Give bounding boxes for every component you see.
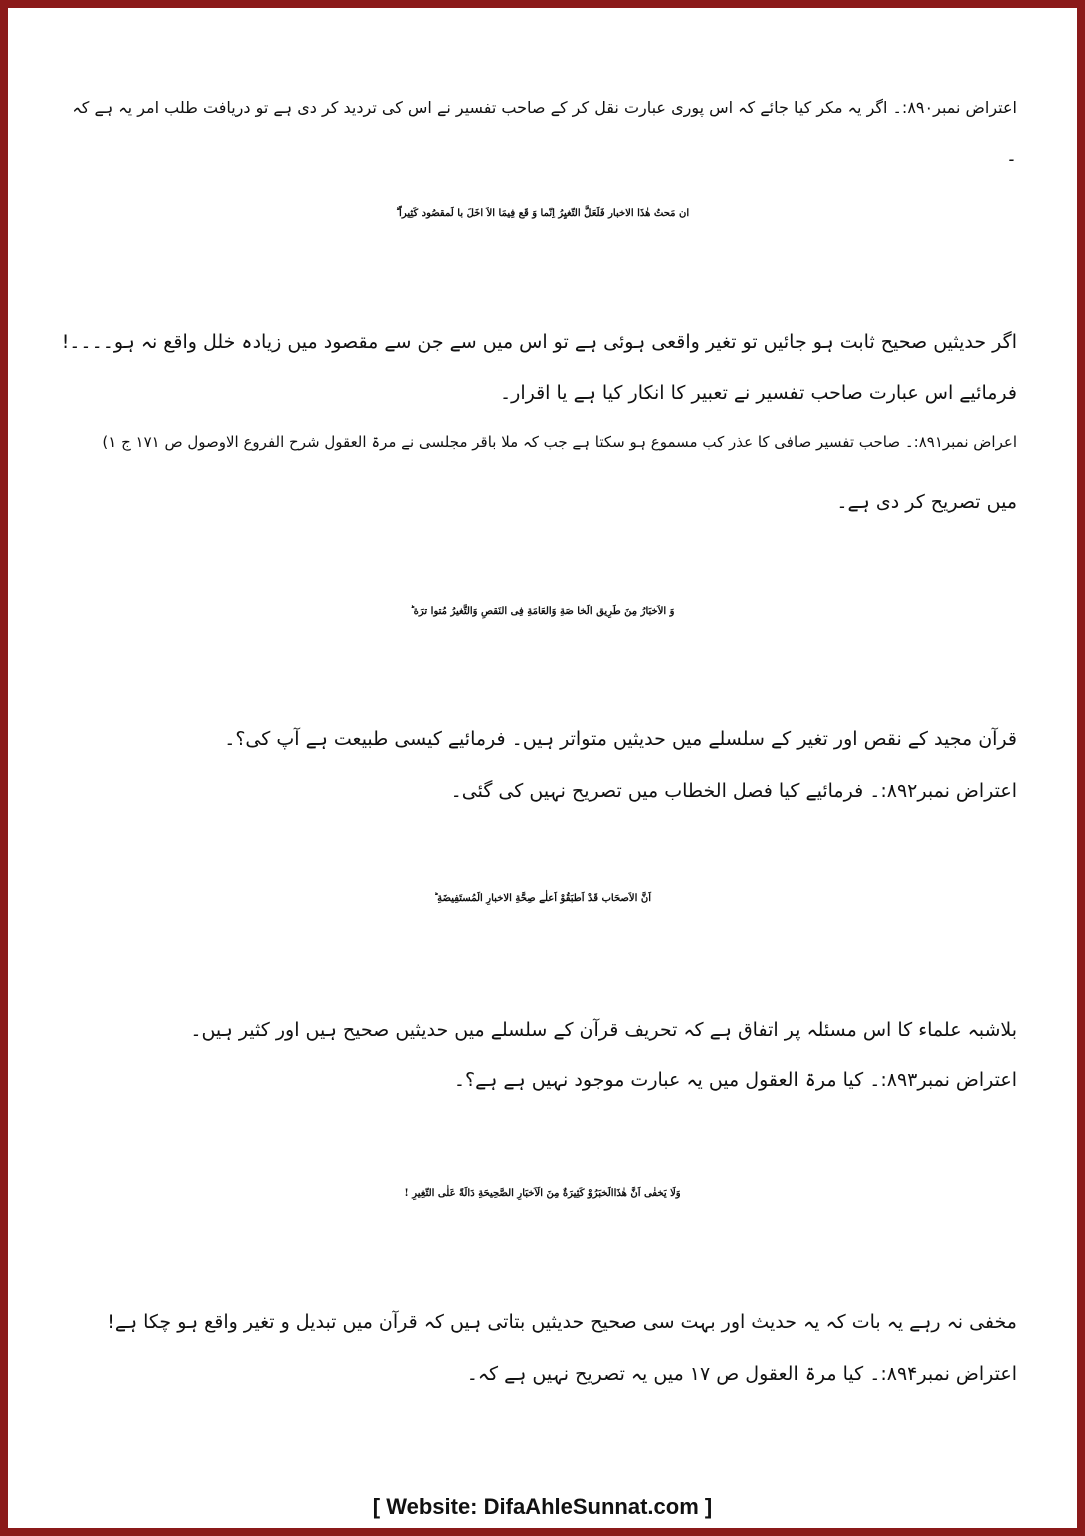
objection-891-continuation: میں تصریح کر دی ہے۔ <box>836 491 1017 513</box>
translation-1: اگر حدیثیں صحیح ثابت ہو جائیں تو تغیر واقعی ہوئی ہے تو اس میں سے جن سے مقصود میں زیادہ خلل واقع نہ ہو۔۔۔۔! <box>61 331 1017 353</box>
arabic-quote-1: ان مَحتُ هٰذَا الاخبار فَلَعَلَّ التّغیِرُ اِنّما وَ قَع فِیمَا الاَ اخَلَ با لَمقصُود کَثِیراً ؕ <box>395 208 690 219</box>
website-footer: [ Website: DifaAhleSunnat.com ] <box>372 1494 713 1519</box>
objection-894-text: اعتراض نمبر۸۹۴:۔ کیا مرۃ العقول ص ۱۷ میں یہ تصریح نہیں ہے کہ۔ <box>466 1363 1017 1385</box>
objection-891-text: اعراض نمبر۸۹۱:۔ صاحب تفسیر صافی کا عذر کب مسموع ہو سکتا ہے جب کہ ملا باقر مجلسی نے مرۃ العقول شرح الفروع الاوصول ص ۱۷۱ ج ۱) <box>102 433 1017 451</box>
objection-890-continuation: ۔ <box>1005 144 1017 166</box>
arabic-quote-3: اَنَّ الاَصحَاب قَدْ اَطبَقُوْ اَعلٰے صِحَّةِ الاخبارِ الَمُستَفِیضَةِ ؕ <box>433 893 651 904</box>
objection-890-text: اعتراض نمبر۸۹۰:۔ اگر یہ مکر کیا جائے کہ اس پوری عبارت نقل کر کے صاحب تفسیر نے اس کی تردید کر دی ہے تو دریافت طلب امر یہ ہے کہ <box>72 98 1017 117</box>
objection-893-text: اعتراض نمبر۸۹۳:۔ کیا مرۃ العقول میں یہ عبارت موجود نہیں ہے ہے؟۔ <box>453 1069 1017 1091</box>
translation-4: مخفی نہ رہے یہ بات کہ یہ حدیث اور بہت سی صحیح حدیثیں بتاتی ہیں کہ قرآن میں تبدیل و تغیر واقع ہو چکا ہے! <box>107 1311 1017 1333</box>
objection-892-text: اعتراض نمبر۸۹۲:۔ فرمائیے کیا فصل الخطاب میں تصریح نہیں کی گئی۔ <box>450 780 1017 802</box>
arabic-quote-4: وَلَا یَخفٰی اَنَّ هٰذَاالَخبَرُوْ کَثِیرَةٌ مِنَ الَاَخبَارِ الصَّحِیحَةِ دَالَةً عَلٰی التّغِیرِ ! <box>404 1188 681 1199</box>
comment-1: فرمائیے اس عبارت صاحب تفسیر نے تعبیر کا انکار کیا ہے یا اقرار۔ <box>500 382 1017 404</box>
arabic-quote-2: وَ الاَخبَارُ مِنَ طَرِیق الَخا صَةِ وَالعَامَةِ فِی النَقصِ وَالتَّغیرُ مُتوا ترَة ؕ <box>410 606 675 617</box>
translation-3: بلاشبہ علماء کا اس مسئلہ پر اتفاق ہے کہ تحریف قرآن کے سلسلے میں حدیثیں صحیح ہیں اور کثیر ہیں۔ <box>190 1019 1017 1041</box>
translation-2: قرآن مجید کے نقص اور تغیر کے سلسلے میں حدیثیں متواتر ہیں۔ فرمائیے کیسی طبیعت ہے آپ کی؟۔ <box>224 728 1017 750</box>
